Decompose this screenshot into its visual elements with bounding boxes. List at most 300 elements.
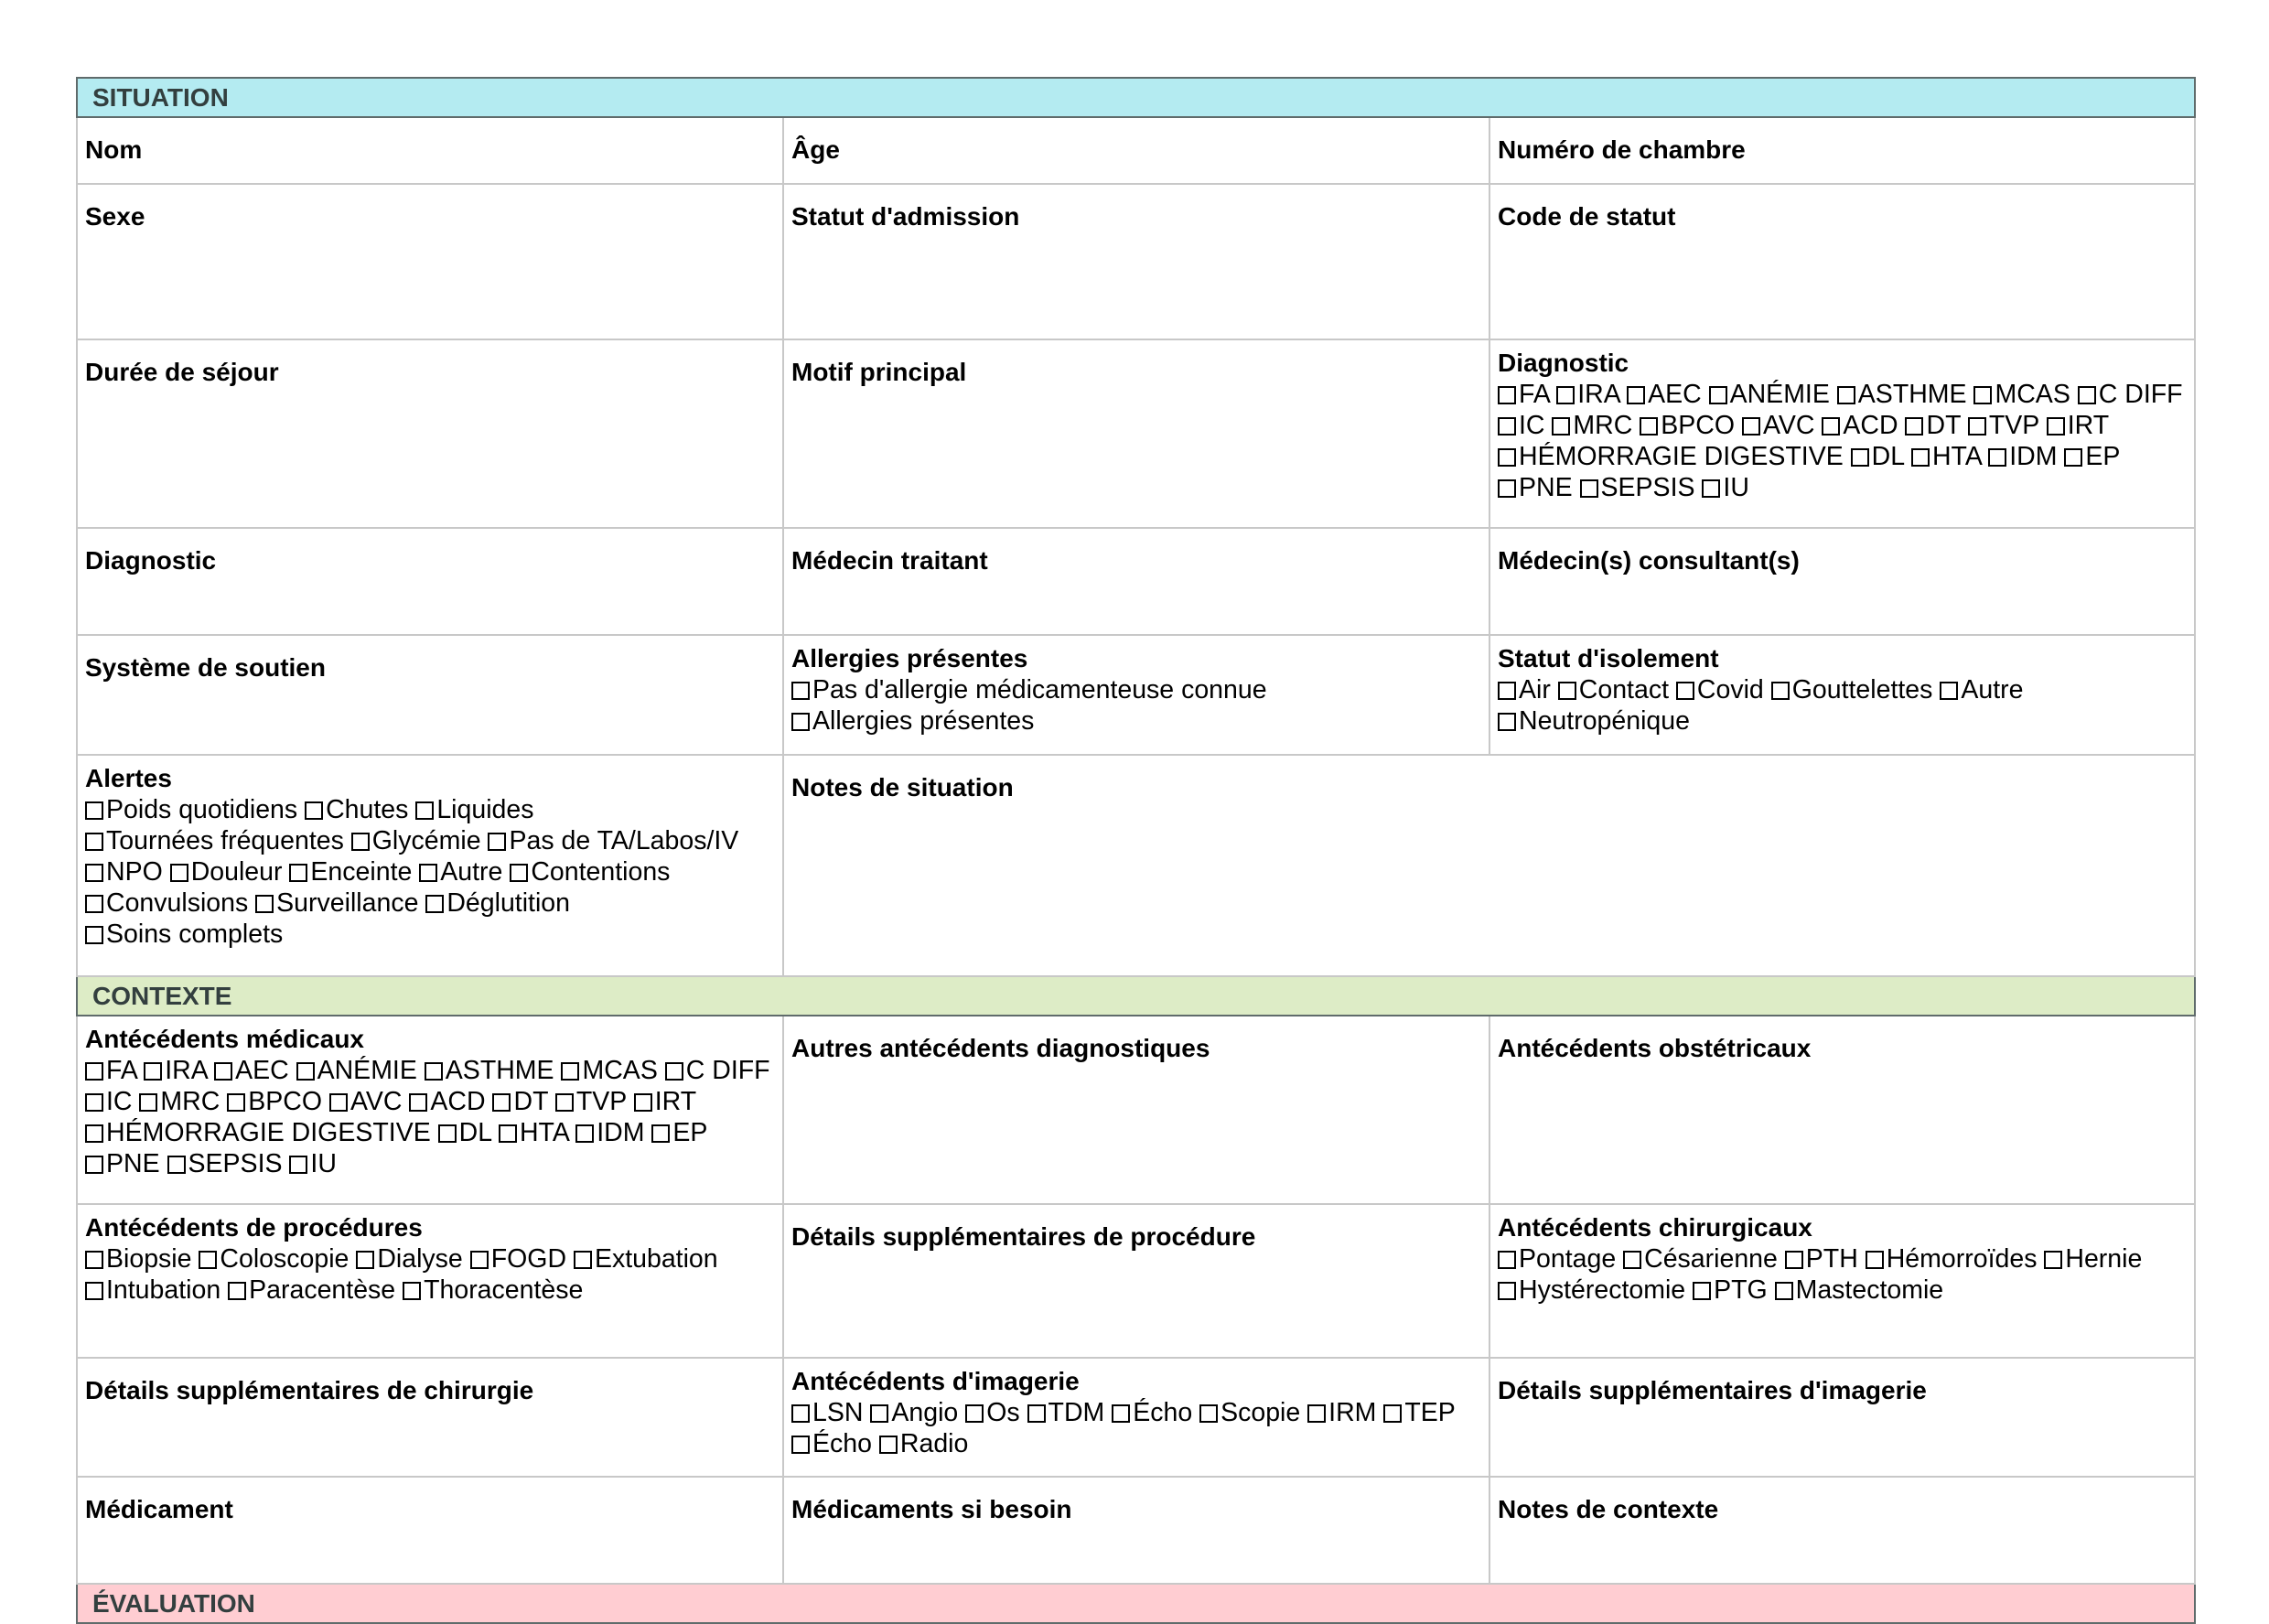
checkbox-option[interactable] <box>1702 473 1749 502</box>
checkbox-label: Césarienne <box>1644 1244 1778 1274</box>
checkbox-option[interactable] <box>1640 411 1735 440</box>
field-code-statut[interactable] <box>1489 184 2195 339</box>
checkbox-icon[interactable] <box>488 833 506 851</box>
checkbox-icon[interactable] <box>2044 1251 2062 1269</box>
field-antecedents-medicaux <box>77 1016 783 1204</box>
checkbox-icon[interactable] <box>470 1251 489 1269</box>
field-medecin-traitant[interactable] <box>783 528 1489 635</box>
checkbox-option[interactable] <box>1851 442 1904 471</box>
field-notes-contexte[interactable] <box>1489 1477 2195 1584</box>
checkbox-option[interactable] <box>1498 473 1573 502</box>
checkbox-option[interactable] <box>1988 442 2057 471</box>
checkbox-option[interactable] <box>561 1056 657 1085</box>
checkbox-option[interactable] <box>85 888 248 918</box>
checkbox-label: C DIFF <box>685 1056 770 1085</box>
checkbox-label: C DIFF <box>2098 380 2183 409</box>
checkbox-icon[interactable] <box>492 1093 511 1112</box>
checkbox-icon[interactable] <box>1307 1404 1326 1423</box>
checkbox-option[interactable] <box>85 1118 431 1147</box>
checkbox-label: Neutropénique <box>1519 706 1690 736</box>
checkbox-label: NPO <box>106 857 163 887</box>
checkbox-label: Écho <box>812 1429 872 1458</box>
checkbox-icon[interactable] <box>1498 386 1516 404</box>
checkbox-label: ASTHME <box>1857 380 1967 409</box>
checkbox-icon[interactable] <box>1199 1404 1218 1423</box>
checkbox-label: SEPSIS <box>1600 473 1695 502</box>
checkbox-label: Surveillance <box>276 888 419 918</box>
field-numero-chambre[interactable] <box>1489 117 2195 184</box>
checkbox-label: BPCO <box>248 1087 323 1116</box>
checkbox-label: Coloscopie <box>220 1244 349 1274</box>
checkbox-option[interactable] <box>1307 1398 1376 1427</box>
checkbox-option[interactable] <box>1785 1244 1858 1274</box>
checkbox-label: Autre <box>440 857 503 887</box>
checkbox-group <box>791 674 1481 737</box>
field-details-chirurgie[interactable] <box>77 1358 783 1477</box>
checkbox-option[interactable] <box>85 795 297 824</box>
checkbox-option[interactable] <box>170 857 283 887</box>
checkbox-label: LSN <box>812 1398 864 1427</box>
checkbox-label: IC <box>106 1087 133 1116</box>
checkbox-icon[interactable] <box>1498 713 1516 731</box>
checkbox-icon[interactable] <box>1498 1251 1516 1269</box>
checkbox-option[interactable] <box>870 1398 958 1427</box>
checkbox-icon[interactable] <box>227 1093 245 1112</box>
field-antecedents-chirurgicaux <box>1489 1204 2195 1358</box>
checkbox-icon[interactable] <box>1822 417 1840 436</box>
checkbox-icon[interactable] <box>1498 448 1516 467</box>
checkbox-label: Soins complets <box>106 920 284 949</box>
checkbox-option[interactable] <box>85 857 163 887</box>
checkbox-icon[interactable] <box>289 1156 307 1174</box>
checkbox-label: Douleur <box>190 857 283 887</box>
checkbox-icon[interactable] <box>1905 417 1923 436</box>
field-label: Alertes <box>85 764 172 792</box>
checkbox-option[interactable] <box>85 1275 220 1305</box>
checkbox-option[interactable] <box>791 1429 872 1458</box>
checkbox-label: IDM <box>597 1118 645 1147</box>
checkbox-icon[interactable] <box>170 864 188 882</box>
checkbox-icon[interactable] <box>415 801 434 820</box>
checkbox-icon[interactable] <box>1627 386 1645 404</box>
checkbox-option[interactable] <box>492 1087 547 1116</box>
checkbox-label: EP <box>2085 442 2120 471</box>
checkbox-icon[interactable] <box>2047 417 2065 436</box>
checkbox-option[interactable] <box>1866 1244 2038 1274</box>
checkbox-option[interactable] <box>1199 1398 1300 1427</box>
checkbox-icon[interactable] <box>409 1093 427 1112</box>
checkbox-icon[interactable] <box>791 713 810 731</box>
checkbox-icon[interactable] <box>199 1251 217 1269</box>
field-sexe[interactable] <box>77 184 783 339</box>
checkbox-label: PNE <box>1519 473 1573 502</box>
checkbox-label: SEPSIS <box>188 1149 283 1178</box>
checkbox-label: AVC <box>1762 411 1815 440</box>
checkbox-icon[interactable] <box>1785 1251 1803 1269</box>
checkbox-icon[interactable] <box>791 1436 810 1454</box>
checkbox-icon[interactable] <box>1940 682 1958 700</box>
checkbox-icon[interactable] <box>1552 417 1570 436</box>
field-diagnostic-options <box>1489 339 2195 528</box>
checkbox-option[interactable] <box>167 1149 283 1178</box>
field-motif-principal[interactable] <box>783 339 1489 528</box>
checkbox-option[interactable] <box>214 1056 289 1085</box>
checkbox-label: DT <box>513 1087 548 1116</box>
checkbox-option[interactable] <box>1973 380 2070 409</box>
checkbox-option[interactable] <box>574 1244 718 1274</box>
checkbox-option[interactable] <box>425 1056 554 1085</box>
checkbox-icon[interactable] <box>1709 386 1727 404</box>
checkbox-icon[interactable] <box>1771 682 1790 700</box>
checkbox-option[interactable] <box>85 826 344 855</box>
checkbox-icon[interactable] <box>870 1404 888 1423</box>
checkbox-label: Paracentèse <box>249 1275 396 1305</box>
checkbox-option[interactable] <box>555 1087 627 1116</box>
checkbox-label: PTH <box>1805 1244 1858 1274</box>
checkbox-icon[interactable] <box>1558 682 1576 700</box>
checkbox-option[interactable] <box>470 1244 566 1274</box>
field-medicament[interactable] <box>77 1477 783 1584</box>
checkbox-option[interactable] <box>1627 380 1702 409</box>
checkbox-option[interactable] <box>1558 675 1669 704</box>
checkbox-option[interactable] <box>510 857 670 887</box>
checkbox-icon[interactable] <box>1027 1404 1046 1423</box>
checkbox-option[interactable] <box>415 795 533 824</box>
checkbox-icon[interactable] <box>85 926 103 944</box>
checkbox-label: Pas d'allergie médicamenteuse connue <box>812 675 1267 704</box>
checkbox-option[interactable] <box>419 857 502 887</box>
field-details-imagerie[interactable] <box>1489 1358 2195 1477</box>
checkbox-label: IRT <box>2067 411 2109 440</box>
checkbox-option[interactable] <box>2064 442 2120 471</box>
checkbox-icon[interactable] <box>965 1404 984 1423</box>
field-label: Nom <box>85 135 143 164</box>
checkbox-icon[interactable] <box>305 801 323 820</box>
checkbox-option[interactable] <box>791 1398 863 1427</box>
checkbox-option[interactable] <box>1383 1398 1455 1427</box>
checkbox-icon[interactable] <box>167 1156 186 1174</box>
checkbox-icon[interactable] <box>665 1062 683 1081</box>
checkbox-icon[interactable] <box>85 1282 103 1300</box>
checkbox-icon[interactable] <box>574 1251 592 1269</box>
checkbox-option[interactable] <box>1775 1275 1944 1305</box>
checkbox-icon[interactable] <box>85 1251 103 1269</box>
checkbox-option[interactable] <box>2047 411 2109 440</box>
checkbox-icon[interactable] <box>1851 448 1869 467</box>
field-alertes <box>77 755 783 976</box>
checkbox-option[interactable] <box>139 1087 220 1116</box>
checkbox-group <box>85 1055 775 1179</box>
checkbox-option[interactable] <box>425 888 570 918</box>
checkbox-icon[interactable] <box>2078 386 2096 404</box>
checkbox-label: Hystérectomie <box>1519 1275 1686 1305</box>
checkbox-option[interactable] <box>879 1429 968 1458</box>
checkbox-icon[interactable] <box>499 1124 517 1143</box>
checkbox-option[interactable] <box>85 1056 136 1085</box>
field-medecins-consultants[interactable] <box>1489 528 2195 635</box>
field-details-procedure[interactable] <box>783 1204 1489 1358</box>
checkbox-label: BPCO <box>1661 411 1736 440</box>
field-label: Âge <box>791 135 840 164</box>
checkbox-label: MCAS <box>582 1056 658 1085</box>
checkbox-icon[interactable] <box>329 1093 348 1112</box>
checkbox-option[interactable] <box>296 1056 417 1085</box>
field-autres-antecedents[interactable] <box>783 1016 1489 1204</box>
checkbox-label: AVC <box>349 1087 403 1116</box>
checkbox-icon[interactable] <box>2064 448 2082 467</box>
checkbox-option[interactable] <box>1498 1244 1616 1274</box>
checkbox-option[interactable] <box>1968 411 2039 440</box>
checkbox-icon[interactable] <box>1498 682 1516 700</box>
checkbox-icon[interactable] <box>1498 1282 1516 1300</box>
checkbox-option[interactable] <box>1498 411 1545 440</box>
checkbox-icon[interactable] <box>85 895 103 913</box>
checkbox-icon[interactable] <box>228 1282 246 1300</box>
field-label: Notes de situation <box>791 773 1014 801</box>
checkbox-icon[interactable] <box>555 1093 574 1112</box>
checkbox-option[interactable] <box>1693 1275 1768 1305</box>
checkbox-option[interactable] <box>403 1275 583 1305</box>
checkbox-icon[interactable] <box>791 682 810 700</box>
checkbox-group <box>791 1397 1481 1459</box>
checkbox-option[interactable] <box>1905 411 1960 440</box>
checkbox-icon[interactable] <box>1640 417 1658 436</box>
field-systeme-soutien[interactable] <box>77 635 783 755</box>
field-duree-sejour[interactable] <box>77 339 783 528</box>
checkbox-label: ANÉMIE <box>1729 380 1830 409</box>
checkbox-option[interactable] <box>1498 675 1551 704</box>
checkbox-option[interactable] <box>1837 380 1967 409</box>
checkbox-option[interactable] <box>1911 442 1981 471</box>
checkbox-label: Mastectomie <box>1795 1275 1944 1305</box>
checkbox-option[interactable] <box>634 1087 696 1116</box>
checkbox-label: IRT <box>654 1087 696 1116</box>
checkbox-icon[interactable] <box>1775 1282 1793 1300</box>
checkbox-label: Radio <box>899 1429 969 1458</box>
field-label: Système de soutien <box>85 653 326 682</box>
checkbox-icon[interactable] <box>419 864 437 882</box>
checkbox-icon[interactable] <box>791 1404 810 1423</box>
checkbox-icon[interactable] <box>289 864 307 882</box>
checkbox-option[interactable] <box>1498 1275 1685 1305</box>
field-diagnostic[interactable] <box>77 528 783 635</box>
checkbox-label: TEP <box>1404 1398 1456 1427</box>
checkbox-label: Biopsie <box>106 1244 192 1274</box>
checkbox-icon[interactable] <box>634 1093 652 1112</box>
checkbox-icon[interactable] <box>1837 386 1855 404</box>
checkbox-label: HTA <box>519 1118 569 1147</box>
checkbox-icon[interactable] <box>85 1156 103 1174</box>
checkbox-option[interactable] <box>2044 1244 2142 1274</box>
checkbox-icon[interactable] <box>1866 1251 1884 1269</box>
checkbox-option[interactable] <box>791 675 1267 704</box>
checkbox-icon[interactable] <box>425 895 444 913</box>
field-label: Médecin(s) consultant(s) <box>1498 546 1800 575</box>
checkbox-label: Tournées fréquentes <box>106 826 344 855</box>
checkbox-option[interactable] <box>85 1087 133 1116</box>
field-nom[interactable] <box>77 117 783 184</box>
checkbox-option[interactable] <box>651 1118 707 1147</box>
field-label: Détails supplémentaires de chirurgie <box>85 1376 534 1404</box>
checkbox-icon[interactable] <box>139 1093 157 1112</box>
checkbox-option[interactable] <box>1771 675 1933 704</box>
checkbox-option[interactable] <box>1498 706 1690 736</box>
field-label: Code de statut <box>1498 202 1676 231</box>
checkbox-option[interactable] <box>409 1087 485 1116</box>
checkbox-label: Déglutition <box>446 888 571 918</box>
checkbox-option[interactable] <box>289 1149 337 1178</box>
checkbox-option[interactable] <box>2078 380 2183 409</box>
checkbox-group <box>85 1243 775 1306</box>
field-medicaments-si-besoin[interactable] <box>783 1477 1489 1584</box>
checkbox-label: IU <box>1723 473 1749 502</box>
field-age[interactable] <box>783 117 1489 184</box>
checkbox-label: DT <box>1926 411 1961 440</box>
checkbox-icon[interactable] <box>1580 479 1598 498</box>
field-label: Sexe <box>85 202 145 231</box>
checkbox-option[interactable] <box>199 1244 349 1274</box>
checkbox-option[interactable] <box>1027 1398 1105 1427</box>
checkbox-option[interactable] <box>228 1275 395 1305</box>
field-label: Médecin traitant <box>791 546 988 575</box>
checkbox-icon[interactable] <box>1742 417 1760 436</box>
checkbox-option[interactable] <box>1112 1398 1192 1427</box>
checkbox-label: DL <box>1871 442 1905 471</box>
checkbox-option[interactable] <box>356 1244 462 1274</box>
checkbox-option[interactable] <box>1709 380 1830 409</box>
checkbox-label: AEC <box>235 1056 289 1085</box>
checkbox-icon[interactable] <box>575 1124 594 1143</box>
field-label: Détails supplémentaires de procédure <box>791 1222 1256 1251</box>
checkbox-group <box>1498 674 2187 737</box>
field-label: Diagnostic <box>1498 349 1629 377</box>
checkbox-icon[interactable] <box>1112 1404 1130 1423</box>
checkbox-icon[interactable] <box>1383 1404 1402 1423</box>
checkbox-icon[interactable] <box>651 1124 670 1143</box>
checkbox-label: TVP <box>575 1087 627 1116</box>
checkbox-option[interactable] <box>791 706 1034 736</box>
field-allergies <box>783 635 1489 755</box>
checkbox-icon[interactable] <box>879 1436 898 1454</box>
checkbox-icon[interactable] <box>85 1124 103 1143</box>
field-antecedents-obstetricaux[interactable] <box>1489 1016 2195 1204</box>
checkbox-label: Autre <box>1961 675 2024 704</box>
checkbox-label: AEC <box>1648 380 1702 409</box>
checkbox-option[interactable] <box>144 1056 207 1085</box>
checkbox-icon[interactable] <box>351 833 370 851</box>
checkbox-icon[interactable] <box>85 864 103 882</box>
checkbox-option[interactable] <box>289 857 412 887</box>
checkbox-icon[interactable] <box>255 895 274 913</box>
checkbox-icon[interactable] <box>214 1062 232 1081</box>
checkbox-option[interactable] <box>85 920 283 949</box>
checkbox-label: Pas de TA/Labos/IV <box>509 826 739 855</box>
checkbox-label: Convulsions <box>106 888 249 918</box>
checkbox-option[interactable] <box>305 795 408 824</box>
checkbox-icon[interactable] <box>1676 682 1694 700</box>
checkbox-icon[interactable] <box>1623 1251 1641 1269</box>
field-statut-isolement <box>1489 635 2195 755</box>
checkbox-group <box>1498 1243 2187 1306</box>
checkbox-option[interactable] <box>1552 411 1632 440</box>
checkbox-option[interactable] <box>85 1244 191 1274</box>
field-label: Antécédents d'imagerie <box>791 1367 1080 1395</box>
checkbox-option[interactable] <box>438 1118 491 1147</box>
checkbox-icon[interactable] <box>1988 448 2006 467</box>
checkbox-label: FA <box>106 1056 137 1085</box>
checkbox-label: Hernie <box>2065 1244 2143 1274</box>
checkbox-option[interactable] <box>1676 675 1764 704</box>
checkbox-option[interactable] <box>665 1056 770 1085</box>
checkbox-icon[interactable] <box>85 1062 103 1081</box>
checkbox-icon[interactable] <box>1973 386 1992 404</box>
checkbox-option[interactable] <box>85 1149 160 1178</box>
section-header-situation: SITUATION <box>77 78 2195 117</box>
checkbox-option[interactable] <box>1498 442 1844 471</box>
checkbox-icon[interactable] <box>561 1062 579 1081</box>
field-label: Motif principal <box>791 358 967 386</box>
checkbox-label: Scopie <box>1221 1398 1301 1427</box>
checkbox-icon[interactable] <box>296 1062 315 1081</box>
checkbox-option[interactable] <box>575 1118 644 1147</box>
checkbox-option[interactable] <box>1556 380 1619 409</box>
field-label: Antécédents médicaux <box>85 1025 364 1053</box>
field-label: Antécédents chirurgicaux <box>1498 1213 1812 1242</box>
checkbox-option[interactable] <box>1940 675 2023 704</box>
checkbox-icon[interactable] <box>1556 386 1575 404</box>
checkbox-option[interactable] <box>488 826 738 855</box>
field-label: Statut d'admission <box>791 202 1020 231</box>
checkbox-label: IRA <box>1577 380 1620 409</box>
checkbox-label: ACD <box>1843 411 1898 440</box>
checkbox-label: Angio <box>891 1398 959 1427</box>
checkbox-option[interactable] <box>351 826 481 855</box>
checkbox-option[interactable] <box>1498 380 1549 409</box>
checkbox-label: Contact <box>1578 675 1669 704</box>
checkbox-icon[interactable] <box>85 833 103 851</box>
checkbox-label: Thoracentèse <box>424 1275 584 1305</box>
field-statut-admission[interactable] <box>783 184 1489 339</box>
checkbox-icon[interactable] <box>356 1251 374 1269</box>
checkbox-option[interactable] <box>1822 411 1898 440</box>
field-notes-situation[interactable] <box>783 755 2195 976</box>
checkbox-option[interactable] <box>965 1398 1019 1427</box>
checkbox-icon[interactable] <box>403 1282 421 1300</box>
checkbox-icon[interactable] <box>144 1062 162 1081</box>
checkbox-option[interactable] <box>227 1087 322 1116</box>
checkbox-option[interactable] <box>1580 473 1695 502</box>
checkbox-option[interactable] <box>255 888 418 918</box>
checkbox-label: Intubation <box>106 1275 221 1305</box>
checkbox-option[interactable] <box>1742 411 1815 440</box>
checkbox-icon[interactable] <box>510 864 528 882</box>
checkbox-icon[interactable] <box>438 1124 457 1143</box>
checkbox-icon[interactable] <box>425 1062 443 1081</box>
checkbox-icon[interactable] <box>85 801 103 820</box>
checkbox-icon[interactable] <box>1702 479 1720 498</box>
checkbox-label: FA <box>1519 380 1550 409</box>
checkbox-icon[interactable] <box>1968 417 1986 436</box>
checkbox-icon[interactable] <box>1911 448 1930 467</box>
checkbox-option[interactable] <box>329 1087 403 1116</box>
checkbox-icon[interactable] <box>1498 479 1516 498</box>
checkbox-icon[interactable] <box>85 1093 103 1112</box>
checkbox-icon[interactable] <box>1693 1282 1711 1300</box>
checkbox-option[interactable] <box>499 1118 568 1147</box>
checkbox-icon[interactable] <box>1498 417 1516 436</box>
checkbox-option[interactable] <box>1623 1244 1778 1274</box>
checkbox-label: Air <box>1519 675 1551 704</box>
